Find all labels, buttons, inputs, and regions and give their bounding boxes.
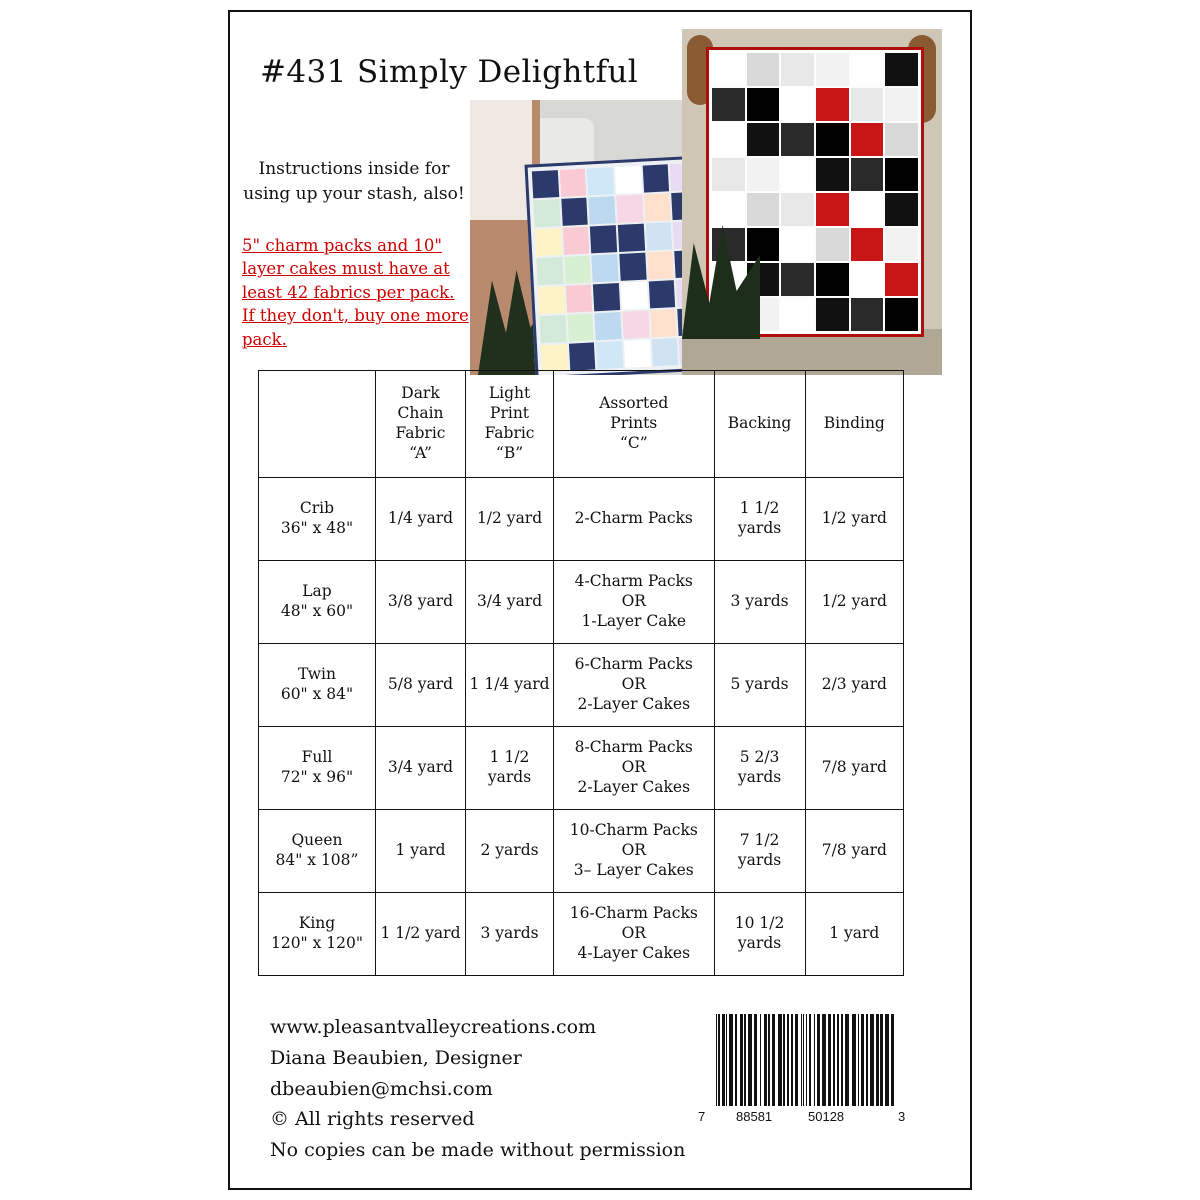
cell-fabric-b: 2 yards — [466, 810, 554, 893]
barcode-bars — [716, 1014, 896, 1106]
table-row — [259, 727, 904, 810]
header-binding: Binding — [805, 371, 903, 478]
barcode-digit-left: 7 — [698, 1109, 706, 1124]
cell-binding: 1 yard — [805, 893, 903, 976]
cell-binding: 1/2 yard — [805, 478, 903, 561]
header-fabric-b: Light Print Fabric “B” — [466, 371, 554, 478]
size-name: Lap — [302, 582, 332, 601]
website-text: www.pleasantvalleycreations.com — [270, 1016, 597, 1038]
header-assorted-prints: Assorted Prints “C” — [554, 371, 714, 478]
barcode-digit-right: 3 — [898, 1109, 906, 1124]
table-row — [259, 810, 904, 893]
charm-pack-notice: 5" charm packs and 10" layer cakes must have at least 42 fabrics per pack. If they don't, buy one more pack. — [242, 236, 469, 349]
cell-assorted: 8-Charm Packs OR 2-Layer Cakes — [554, 727, 714, 810]
yardage-table-wrapper — [258, 370, 904, 976]
cell-backing: 3 yards — [714, 561, 805, 644]
size-dimensions: 84" x 108” — [275, 851, 359, 869]
cell-backing: 5 2/3 yards — [714, 727, 805, 810]
cell-size — [259, 478, 376, 561]
cell-size — [259, 893, 376, 976]
header-backing: Backing — [714, 371, 805, 478]
cell-size — [259, 727, 376, 810]
cell-binding: 1/2 yard — [805, 561, 903, 644]
cell-backing: 10 1/2 yards — [714, 893, 805, 976]
pattern-back-cover — [228, 10, 972, 1190]
cell-assorted: 6-Charm Packs OR 2-Layer Cakes — [554, 644, 714, 727]
yardage-table — [258, 370, 904, 976]
size-name: Queen — [291, 831, 343, 850]
size-name: Crib — [299, 499, 335, 518]
cell-fabric-b: 3/4 yard — [466, 561, 554, 644]
footer-block — [270, 1012, 685, 1166]
cell-assorted: 2-Charm Packs — [554, 478, 714, 561]
table-header-row — [259, 371, 904, 478]
page-title: #431 Simply Delightful — [260, 54, 639, 90]
cell-fabric-b: 1/2 yard — [466, 478, 554, 561]
cell-size — [259, 810, 376, 893]
instructions-text: Instructions inside for using up your stash, also! — [243, 159, 465, 204]
size-name: Full — [301, 748, 333, 767]
permission-text: No copies can be made without permission — [270, 1139, 686, 1162]
barcode — [698, 1014, 913, 1124]
header-fabric-a: Dark Chain Fabric “A” — [375, 371, 465, 478]
size-dimensions: 48" x 60" — [280, 602, 354, 620]
cell-fabric-b: 1 1/2 yards — [466, 727, 554, 810]
cell-fabric-a: 3/8 yard — [375, 561, 465, 644]
cell-assorted: 10-Charm Packs OR 3– Layer Cakes — [554, 810, 714, 893]
cell-fabric-a: 5/8 yard — [375, 644, 465, 727]
barcode-digits-group1: 88581 — [736, 1109, 773, 1124]
barcode-digits-group2: 50128 — [808, 1109, 845, 1124]
cell-fabric-a: 1 yard — [375, 810, 465, 893]
size-name: Twin — [297, 665, 336, 684]
cell-fabric-b: 3 yards — [466, 893, 554, 976]
size-dimensions: 120" x 120" — [270, 934, 363, 952]
size-dimensions: 36" x 48" — [280, 519, 354, 537]
cell-fabric-a: 3/4 yard — [375, 727, 465, 810]
cell-assorted: 4-Charm Packs OR 1-Layer Cake — [554, 561, 714, 644]
size-dimensions: 60" x 84" — [280, 685, 354, 703]
table-row — [259, 893, 904, 976]
cell-backing: 1 1/2 yards — [714, 478, 805, 561]
table-row — [259, 478, 904, 561]
black-white-quilt-photo — [682, 29, 942, 375]
cell-fabric-a: 1 1/2 yard — [375, 893, 465, 976]
cell-backing: 5 yards — [714, 644, 805, 727]
email-text: dbeaubien@mchsi.com — [270, 1077, 493, 1100]
designer-text: Diana Beaubien, Designer — [270, 1046, 522, 1069]
table-row — [259, 561, 904, 644]
cell-backing: 7 1/2 yards — [714, 810, 805, 893]
cell-fabric-b: 1 1/4 yard — [466, 644, 554, 727]
size-name: King — [298, 914, 336, 933]
cell-size — [259, 644, 376, 727]
cell-fabric-a: 1/4 yard — [375, 478, 465, 561]
cell-binding: 2/3 yard — [805, 644, 903, 727]
header-size — [259, 371, 376, 478]
cell-size — [259, 561, 376, 644]
cell-binding: 7/8 yard — [805, 810, 903, 893]
table-row — [259, 644, 904, 727]
size-dimensions: 72" x 96" — [280, 768, 354, 786]
pastel-quilt-photo — [470, 100, 713, 375]
copyright-text: © All rights reserved — [270, 1108, 475, 1131]
cell-assorted: 16-Charm Packs OR 4-Layer Cakes — [554, 893, 714, 976]
cell-binding: 7/8 yard — [805, 727, 903, 810]
